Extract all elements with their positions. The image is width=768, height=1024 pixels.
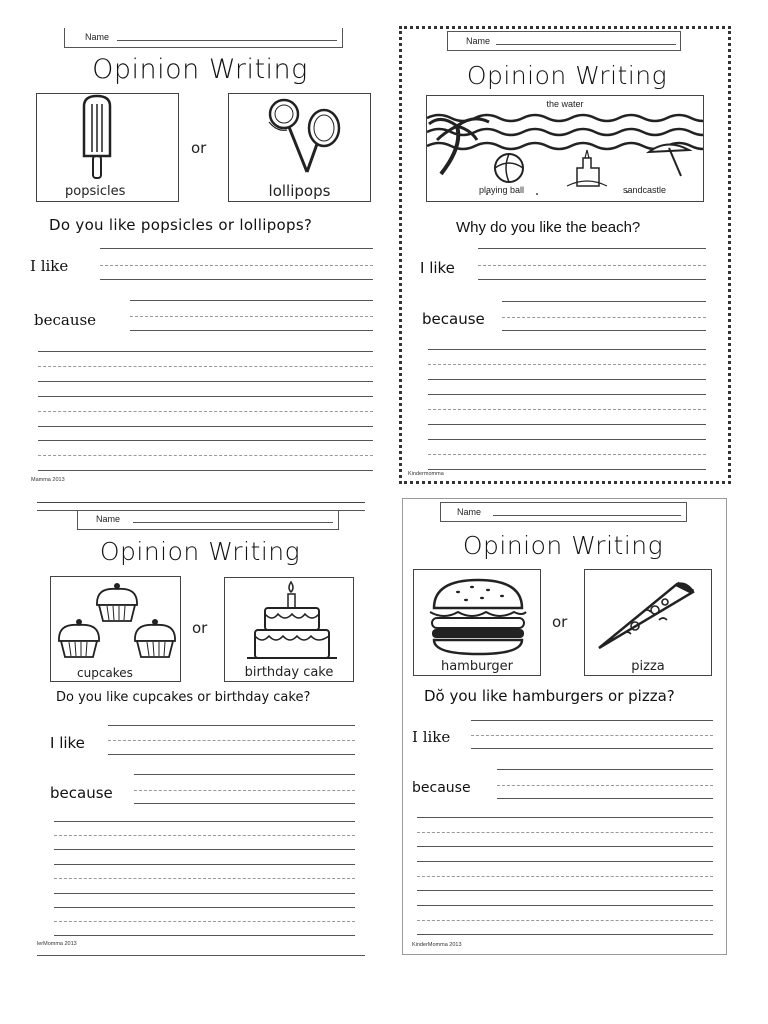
i-like-label: I like [412, 728, 451, 746]
writing-line[interactable] [428, 469, 706, 470]
writing-line[interactable] [428, 454, 706, 455]
name-label: Name [85, 32, 110, 42]
writing-line[interactable] [417, 832, 713, 833]
name-label: Name [466, 36, 491, 46]
writing-line[interactable] [478, 279, 706, 280]
popsicle-picture [36, 93, 179, 202]
writing-line[interactable] [502, 317, 706, 318]
option-b-label: pizza [631, 659, 665, 674]
beach-scene-picture [426, 95, 704, 202]
worksheet-popsicles-lollipops [0, 0, 384, 500]
writing-line[interactable] [417, 817, 713, 818]
writing-line[interactable] [38, 396, 373, 397]
hamburger-picture [413, 569, 541, 676]
i-like-label: I like [50, 734, 85, 752]
option-a-label: popsicles [65, 184, 126, 199]
writing-line[interactable] [108, 754, 355, 755]
writing-line[interactable] [417, 934, 713, 935]
writing-line[interactable] [130, 316, 373, 317]
because-label: because [422, 310, 485, 328]
writing-line[interactable] [428, 409, 706, 410]
writing-line[interactable] [100, 265, 373, 266]
scene-label-water: the water [546, 99, 584, 109]
writing-line[interactable] [478, 265, 706, 266]
writing-line[interactable] [54, 835, 355, 836]
name-field[interactable] [496, 44, 676, 45]
worksheet-beach [399, 26, 731, 484]
writing-line[interactable] [108, 740, 355, 741]
because-label: because [34, 311, 97, 329]
copyright-footer: lerMomma 2013 [37, 941, 77, 947]
option-a-label: hamburger [440, 659, 514, 674]
writing-line[interactable] [417, 905, 713, 906]
writing-line[interactable] [417, 920, 713, 921]
option-b-label: birthday cake [244, 665, 334, 680]
writing-line[interactable] [471, 735, 713, 736]
writing-line[interactable] [478, 248, 706, 249]
writing-line[interactable] [502, 301, 706, 302]
name-box [447, 31, 681, 51]
page-title: Opinion Writing [462, 531, 664, 560]
page-title: Opinion Writing [92, 54, 308, 85]
i-like-label: I like [30, 257, 69, 275]
writing-line[interactable] [130, 330, 373, 331]
writing-line[interactable] [38, 351, 373, 352]
writing-line[interactable] [38, 455, 373, 456]
option-a-label: cupcakes [77, 666, 133, 680]
question-text: Dŏ you like hamburgers or pizza? [424, 687, 675, 705]
page-divider [37, 502, 365, 503]
writing-line[interactable] [497, 798, 713, 799]
writing-line[interactable] [38, 366, 373, 367]
page-divider [37, 955, 365, 956]
name-box [440, 502, 687, 522]
writing-line[interactable] [54, 893, 355, 894]
writing-line[interactable] [100, 248, 373, 249]
writing-line[interactable] [38, 411, 373, 412]
name-field[interactable] [133, 522, 333, 523]
lollipop-picture [228, 93, 371, 202]
writing-line[interactable] [38, 381, 373, 382]
cupcakes-picture [50, 576, 181, 682]
writing-line[interactable] [108, 725, 355, 726]
or-label: or [552, 613, 568, 631]
scene-label-sandcastle: sandcastle [623, 185, 667, 195]
worksheet-cupcakes-cake [0, 500, 384, 960]
writing-line[interactable] [428, 394, 706, 395]
writing-line[interactable] [54, 864, 355, 865]
writing-line[interactable] [134, 790, 355, 791]
writing-line[interactable] [428, 439, 706, 440]
writing-line[interactable] [130, 300, 373, 301]
name-label: Name [96, 514, 121, 524]
writing-line[interactable] [417, 876, 713, 877]
writing-line[interactable] [417, 846, 713, 847]
name-box [64, 28, 343, 48]
writing-line[interactable] [38, 470, 373, 471]
writing-line[interactable] [497, 785, 713, 786]
option-b-label: lollipops [268, 182, 331, 200]
writing-line[interactable] [134, 774, 355, 775]
writing-line[interactable] [54, 821, 355, 822]
because-label: because [50, 784, 113, 802]
copyright-footer: Mamma 2013 [31, 477, 65, 483]
worksheet-hamburger-pizza [402, 498, 727, 955]
writing-line[interactable] [428, 349, 706, 350]
writing-line[interactable] [428, 379, 706, 380]
or-label: or [191, 139, 207, 157]
name-label: Name [457, 507, 482, 517]
writing-line[interactable] [417, 890, 713, 891]
page-title: Opinion Writing [99, 537, 301, 566]
writing-line[interactable] [502, 330, 706, 331]
writing-line[interactable] [497, 769, 713, 770]
page-title: Opinion Writing [466, 61, 668, 90]
pizza-picture [584, 569, 712, 676]
writing-line[interactable] [417, 861, 713, 862]
copyright-footer: Kindermomma [408, 471, 444, 477]
copyright-footer: KinderMomma 2013 [412, 942, 462, 948]
name-field[interactable] [117, 40, 337, 41]
writing-line[interactable] [54, 921, 355, 922]
writing-line[interactable] [54, 935, 355, 936]
question-text: Why do you like the beach? [456, 219, 641, 236]
or-label: or [192, 619, 208, 637]
writing-line[interactable] [471, 748, 713, 749]
writing-line[interactable] [38, 440, 373, 441]
writing-line[interactable] [54, 878, 355, 879]
birthday-cake-picture [224, 577, 354, 682]
name-box [77, 510, 339, 530]
writing-line[interactable] [54, 907, 355, 908]
writing-line[interactable] [134, 803, 355, 804]
name-field[interactable] [493, 515, 681, 516]
writing-line[interactable] [54, 849, 355, 850]
question-text: Do you like cupcakes or birthday cake? [56, 690, 311, 705]
writing-line[interactable] [100, 279, 373, 280]
question-text: Do you like popsicles or lollipops? [49, 216, 313, 234]
writing-line[interactable] [428, 364, 706, 365]
because-label: because [412, 780, 471, 796]
writing-line[interactable] [428, 424, 706, 425]
scene-label-playing-ball: playing ball [479, 185, 525, 195]
i-like-label: I like [420, 259, 455, 277]
writing-line[interactable] [471, 720, 713, 721]
writing-line[interactable] [38, 426, 373, 427]
